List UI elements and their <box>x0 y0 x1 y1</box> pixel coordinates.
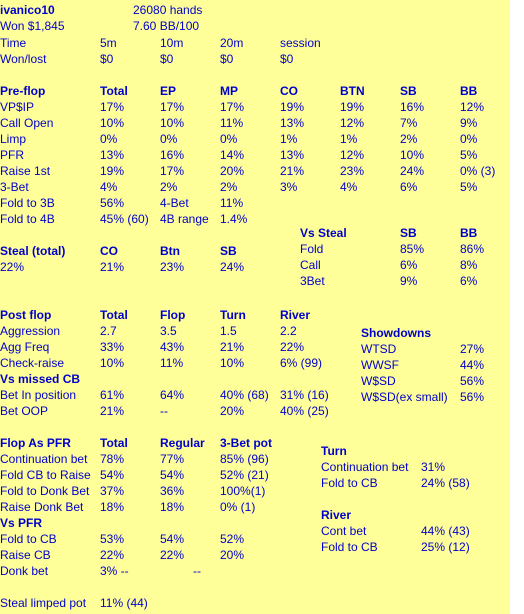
preflop-row-label: VP$IP <box>0 100 35 114</box>
preflop-cell: 17% <box>160 100 185 114</box>
postflop-header: Turn <box>220 308 246 322</box>
time-col: 5m <box>100 36 117 50</box>
preflop-cell: 4% <box>340 180 358 194</box>
flopaspfr-title: Flop As PFR <box>0 436 71 450</box>
flopaspfr-cell: 36% <box>160 484 185 498</box>
showdowns-value: 27% <box>460 342 485 356</box>
player-name: ivanico10 <box>0 3 55 17</box>
flopaspfr-cell: 77% <box>160 452 185 466</box>
preflop-cell: 12% <box>460 100 485 114</box>
preflop-cell: 10% <box>100 116 125 130</box>
flopaspfr-cell: 54% <box>100 468 125 482</box>
time-col: 10m <box>160 36 184 50</box>
vspfr-row-label: Fold to CB <box>0 532 57 546</box>
fourbet-range-value: 1.4% <box>220 212 248 226</box>
showdowns-label: W$SD(ex small) <box>361 390 448 404</box>
preflop-header: EP <box>160 84 177 98</box>
preflop-header: BB <box>460 84 478 98</box>
flopaspfr-row-label: Raise Donk Bet <box>0 500 84 514</box>
postflop-header: Total <box>100 308 128 322</box>
preflop-cell: 2% <box>220 180 238 194</box>
missedcb-title: Vs missed CB <box>0 372 81 386</box>
fourbet-value: 11% <box>220 196 244 210</box>
vssteal-row-label: 3Bet <box>300 274 325 288</box>
postflop-cell: 11% <box>160 356 184 370</box>
wonlost-value: $0 <box>280 52 294 66</box>
time-col: 20m <box>220 36 244 50</box>
vspfr-title: Vs PFR <box>0 516 43 530</box>
vspfr-cell: 52% <box>220 532 245 546</box>
postflop-header: Flop <box>160 308 186 322</box>
preflop-header: MP <box>220 84 238 98</box>
flopaspfr-header: 3-Bet pot <box>220 436 272 450</box>
preflop-cell: 1% <box>280 132 298 146</box>
vspfr-cell: 54% <box>160 532 185 546</box>
turn-cell: 24% (58) <box>421 476 470 490</box>
flopaspfr-cell: 18% <box>160 500 185 514</box>
preflop-cell: 5% <box>460 148 478 162</box>
postflop-cell: 2.2 <box>280 324 297 338</box>
preflop-cell: 0% <box>460 132 478 146</box>
flopaspfr-cell: 0% (1) <box>220 500 256 514</box>
preflop-cell: 2% <box>400 132 418 146</box>
flopaspfr-cell: 85% (96) <box>220 452 269 466</box>
preflop-cell: 13% <box>280 116 305 130</box>
fold4b-label: Fold to 4B <box>0 212 55 226</box>
preflop-cell: 10% <box>400 148 425 162</box>
missedcb-row-label: Bet In position <box>0 388 77 402</box>
preflop-cell: 6% <box>400 180 418 194</box>
showdowns-value: 56% <box>460 374 485 388</box>
postflop-cell: 33% <box>100 340 125 354</box>
preflop-row-label: Raise 1st <box>0 164 51 178</box>
showdowns-label: WWSF <box>361 358 399 372</box>
flopaspfr-cell: 100%(1) <box>220 484 266 498</box>
vssteal-cell: 85% <box>400 242 425 256</box>
vspfr-cell: 53% <box>100 532 125 546</box>
postflop-cell: 21% <box>220 340 245 354</box>
postflop-header: River <box>280 308 311 322</box>
vspfr-row-label: Donk bet <box>0 564 49 578</box>
flopaspfr-cell: 78% <box>100 452 125 466</box>
wonlost-value: $0 <box>220 52 234 66</box>
river-row-label: Cont bet <box>321 524 367 538</box>
missedcb-cell: 61% <box>100 388 125 402</box>
steal-cell: 21% <box>100 260 125 274</box>
vssteal-cell: 8% <box>460 258 478 272</box>
missedcb-cell: 64% <box>160 388 185 402</box>
vssteal-header: BB <box>460 226 478 240</box>
preflop-cell: 17% <box>160 164 185 178</box>
preflop-title: Pre-flop <box>0 84 46 98</box>
preflop-cell: 2% <box>160 180 178 194</box>
flopaspfr-cell: 37% <box>100 484 125 498</box>
fold3b-label: Fold to 3B <box>0 196 55 210</box>
postflop-cell: 6% (99) <box>280 356 323 370</box>
missedcb-cell: 40% (68) <box>220 388 269 402</box>
missedcb-cell: -- <box>160 404 168 418</box>
river-cell: 44% (43) <box>421 524 470 538</box>
missedcb-cell: 21% <box>100 404 125 418</box>
time-label: Time <box>0 36 27 50</box>
preflop-cell: 0% <box>220 132 238 146</box>
vssteal-cell: 86% <box>460 242 485 256</box>
postflop-title: Post flop <box>0 308 52 322</box>
showdowns-value: 56% <box>460 390 485 404</box>
preflop-cell: 24% <box>400 164 425 178</box>
preflop-row-label: PFR <box>0 148 24 162</box>
steal-cell: 23% <box>160 260 185 274</box>
vssteal-cell: 9% <box>400 274 418 288</box>
postflop-row-label: Check-raise <box>0 356 65 370</box>
steal-limped-label: Steal limped pot <box>0 596 87 610</box>
preflop-row-label: 3-Bet <box>0 180 29 194</box>
flopaspfr-header: Regular <box>160 436 205 450</box>
river-title: River <box>321 508 352 522</box>
preflop-cell: 5% <box>460 180 478 194</box>
fold3b-value: 56% <box>100 196 125 210</box>
vspfr-cell: 22% <box>100 548 125 562</box>
win-rate: 7.60 BB/100 <box>133 19 200 33</box>
preflop-cell: 13% <box>100 148 125 162</box>
turn-title: Turn <box>321 444 347 458</box>
preflop-cell: 14% <box>220 148 245 162</box>
vspfr-cell: 20% <box>220 548 245 562</box>
wonlost-value: $0 <box>100 52 114 66</box>
postflop-row-label: Agg Freq <box>0 340 50 354</box>
turn-row-label: Continuation bet <box>321 460 409 474</box>
fold4b-value: 45% (60) <box>100 212 149 226</box>
postflop-cell: 10% <box>220 356 245 370</box>
preflop-cell: 10% <box>160 116 185 130</box>
preflop-cell: 9% <box>460 116 478 130</box>
preflop-header: Total <box>100 84 128 98</box>
vssteal-row-label: Fold <box>300 242 324 256</box>
preflop-cell: 16% <box>160 148 185 162</box>
total-won: Won $1,845 <box>0 19 65 33</box>
turn-row-label: Fold to CB <box>321 476 378 490</box>
steal-title: Steal (total) <box>0 244 66 258</box>
preflop-row-label: Call Open <box>0 116 54 130</box>
wonlost-label: Won/lost <box>0 52 47 66</box>
preflop-cell: 0% <box>160 132 178 146</box>
fourbet-label: 4-Bet <box>160 196 189 210</box>
showdowns-title: Showdowns <box>361 326 431 340</box>
vspfr-cell: -- <box>193 564 201 578</box>
missedcb-cell: 31% (16) <box>280 388 329 402</box>
flopaspfr-row-label: Fold to Donk Bet <box>0 484 90 498</box>
preflop-cell: 16% <box>400 100 425 114</box>
time-col: session <box>280 36 321 50</box>
preflop-cell: 19% <box>100 164 125 178</box>
preflop-cell: 21% <box>280 164 305 178</box>
preflop-cell: 12% <box>340 116 365 130</box>
flopaspfr-row-label: Fold CB to Raise <box>0 468 91 482</box>
flopaspfr-row-label: Continuation bet <box>0 452 88 466</box>
steal-header: SB <box>220 244 237 258</box>
steal-header: CO <box>100 244 118 258</box>
steal-limped-value: 11% (44) <box>100 596 148 610</box>
postflop-cell: 22% <box>280 340 305 354</box>
vssteal-cell: 6% <box>400 258 418 272</box>
preflop-cell: 20% <box>220 164 245 178</box>
missedcb-row-label: Bet OOP <box>0 404 49 418</box>
wonlost-value: $0 <box>160 52 174 66</box>
postflop-cell: 3.5 <box>160 324 177 338</box>
vssteal-cell: 6% <box>460 274 478 288</box>
steal-total: 22% <box>0 260 25 274</box>
preflop-cell: 11% <box>220 116 244 130</box>
hand-count: 26080 hands <box>133 3 203 17</box>
preflop-header: BTN <box>340 84 365 98</box>
preflop-cell: 23% <box>340 164 365 178</box>
steal-cell: 24% <box>220 260 245 274</box>
steal-header: Btn <box>160 244 180 258</box>
vssteal-title: Vs Steal <box>300 226 347 240</box>
flopaspfr-header: Total <box>100 436 128 450</box>
preflop-cell: 0% <box>100 132 118 146</box>
postflop-cell: 43% <box>160 340 185 354</box>
preflop-cell: 17% <box>220 100 245 114</box>
vssteal-row-label: Call <box>300 258 321 272</box>
preflop-cell: 3% <box>280 180 298 194</box>
preflop-cell: 12% <box>340 148 365 162</box>
preflop-cell: 13% <box>280 148 305 162</box>
turn-cell: 31% <box>421 460 446 474</box>
vssteal-header: SB <box>400 226 417 240</box>
river-cell: 25% (12) <box>421 540 470 554</box>
preflop-header: CO <box>280 84 298 98</box>
preflop-cell: 19% <box>280 100 305 114</box>
preflop-cell: 1% <box>340 132 358 146</box>
preflop-cell: 19% <box>340 100 365 114</box>
showdowns-label: WTSD <box>361 342 397 356</box>
preflop-header: SB <box>400 84 417 98</box>
flopaspfr-cell: 52% (21) <box>220 468 269 482</box>
postflop-cell: 2.7 <box>100 324 117 338</box>
missedcb-cell: 40% (25) <box>280 404 329 418</box>
showdowns-value: 44% <box>460 358 485 372</box>
river-row-label: Fold to CB <box>321 540 378 554</box>
flopaspfr-cell: 54% <box>160 468 185 482</box>
postflop-cell: 10% <box>100 356 125 370</box>
showdowns-label: W$SD <box>361 374 396 388</box>
preflop-cell: 0% (3) <box>460 164 496 178</box>
vspfr-cell: 3% -- <box>100 564 129 578</box>
vspfr-row-label: Raise CB <box>0 548 51 562</box>
fourbet-range-label: 4B range <box>160 212 209 226</box>
preflop-cell: 7% <box>400 116 418 130</box>
preflop-cell: 4% <box>100 180 118 194</box>
missedcb-cell: 20% <box>220 404 245 418</box>
preflop-cell: 17% <box>100 100 125 114</box>
postflop-cell: 1.5 <box>220 324 237 338</box>
vspfr-cell: 22% <box>160 548 185 562</box>
postflop-row-label: Aggression <box>0 324 61 338</box>
preflop-row-label: Limp <box>0 132 27 146</box>
flopaspfr-cell: 18% <box>100 500 125 514</box>
